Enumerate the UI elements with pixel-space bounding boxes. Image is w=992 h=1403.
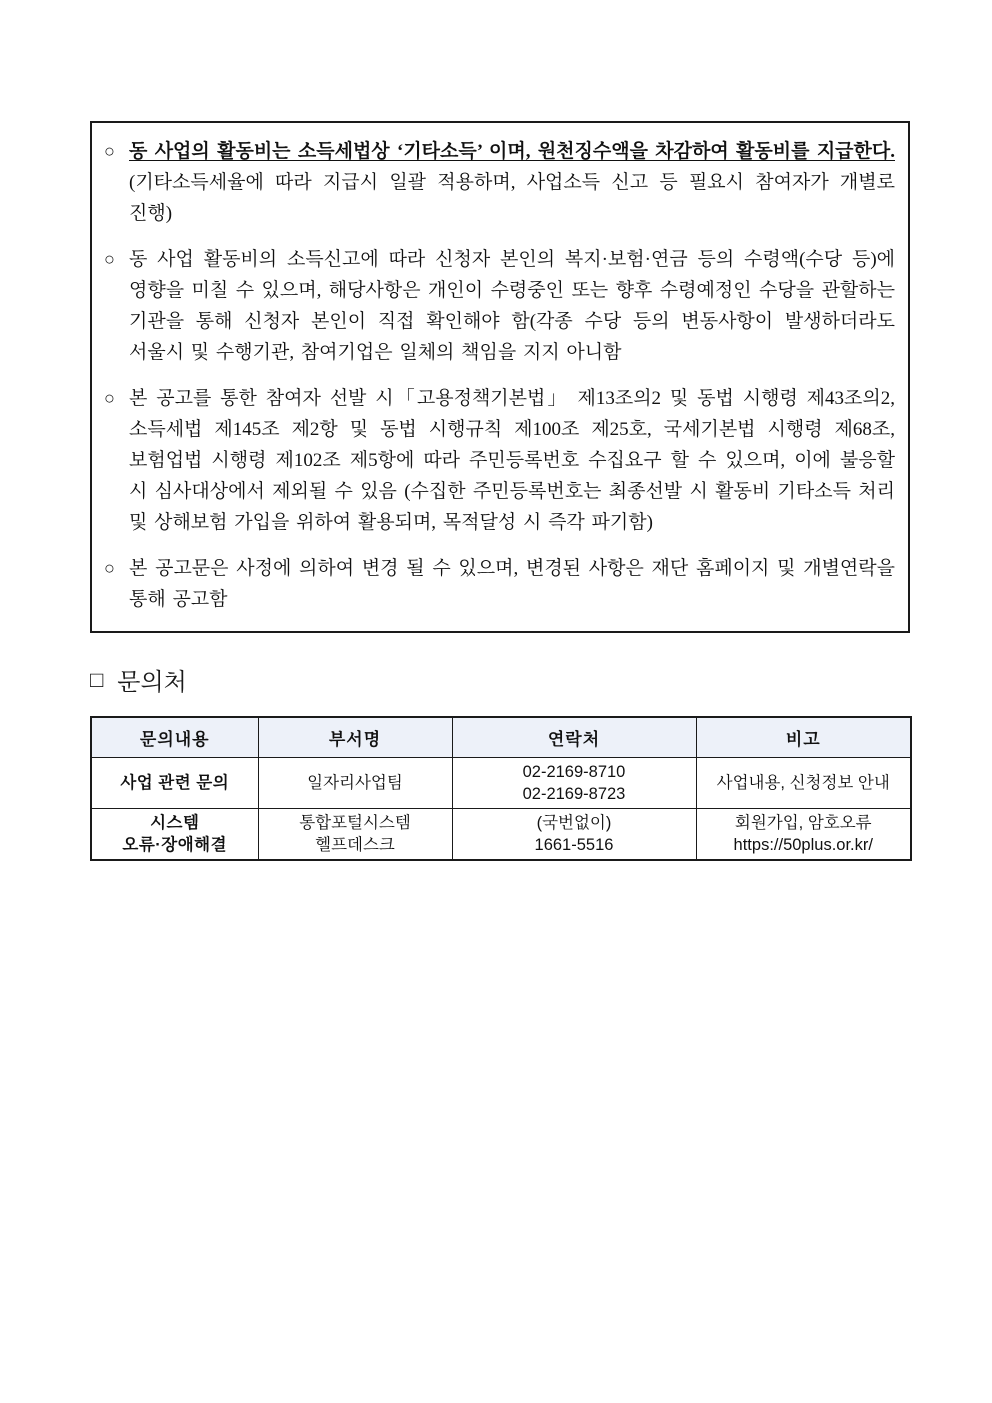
notice-bullet-3 [104, 383, 895, 538]
notice-bullet-4 [104, 553, 895, 615]
table-header-row [91, 717, 911, 757]
circle-bullet-icon: ○ [104, 388, 115, 408]
cell-text: 오류·장애해결 [122, 835, 228, 854]
bullet-text: 본 공고문은 사정에 의하여 변경 될 수 있으며, 변경된 사항은 재단 홈페이지 및 개별연락을 통해 공고함 [129, 558, 895, 610]
notice-box [90, 121, 910, 633]
cell-text: 통합포털시스템 [299, 813, 411, 832]
section-title: 문의처 [117, 669, 187, 696]
cell-note [696, 808, 911, 860]
header-cell-department: 부서명 [258, 717, 452, 757]
phone-number: 02-2169-8723 [522, 784, 626, 803]
bullet-text: 동 사업 활동비의 소득신고에 따라 신청자 본인의 복지·보험·연금 등의 수령액(수당 등)에 영향을 미칠 수 있으며, 해당사항은 개인이 수령중인 또는 향후 수령예정인 수당을 관할하는 기관을 통해 신청자 본인이 직접 확인해야 함(각종 수당 등의 변동사항이 발생하더라도 서울시 및 수행기관, 참여기업은 일체의 책임을 지지 아니함 [129, 249, 895, 363]
header-cell-note: 비고 [696, 717, 911, 757]
cell-inquiry-category [91, 808, 258, 860]
section-heading-contact [90, 662, 910, 697]
header-cell-contact: 연락처 [452, 717, 696, 757]
cell-text: 사업 관련 문의 [120, 773, 230, 792]
bullet-text [129, 136, 895, 229]
notice-bullet-2 [104, 244, 895, 368]
cell-text: (국번없이) [536, 813, 612, 832]
cell-text: 헬프데스크 [315, 835, 395, 854]
header-cell-inquiry: 문의내용 [91, 717, 258, 757]
cell-department [258, 757, 452, 808]
circle-bullet-icon: ○ [104, 558, 115, 578]
phone-number: 02-2169-8710 [522, 762, 626, 781]
bullet-regular-text: (기타소득세율에 따라 지급시 일괄 적용하며, 사업소득 신고 등 필요시 참여자가 개별로 진행) [129, 172, 895, 224]
square-bullet-icon: □ [90, 666, 104, 692]
cell-contact [452, 757, 696, 808]
cell-inquiry-category [91, 757, 258, 808]
table-row [91, 757, 911, 808]
cell-text: 시스템 [150, 813, 200, 832]
bullet-text: 본 공고를 통한 참여자 선발 시「고용정책기본법」 제13조의2 및 동법 시행령 제43조의2, 소득세법 제145조 제2항 및 동법 시행규칙 제100조 제25호, 국세기본법 시행령 제68조, 보험업법 시행령 제102조 제5항에 따라 주민등록번호 수집요구 할 수 있으며, 이에 불응할 시 심사대상에서 제외될 수 있음 (수집한 주민등록번호는 최종선발 시 활동비 기타소득 처리 및 상해보험 가입을 위하여 활용되며, 목적달성 시 즉각 파기함) [129, 388, 895, 533]
cell-text: 회원가입, 암호오류 [734, 813, 872, 832]
cell-text: 일자리사업팀 [307, 773, 403, 792]
cell-text: 사업내용, 신청정보 안내 [716, 773, 890, 792]
circle-bullet-icon: ○ [104, 249, 115, 269]
cell-note [696, 757, 911, 808]
phone-number: 1661-5516 [534, 835, 614, 854]
website-url: https://50plus.or.kr/ [733, 835, 873, 854]
table-row [91, 808, 911, 860]
cell-department [258, 808, 452, 860]
notice-bullet-1 [104, 136, 895, 229]
contact-table [90, 716, 912, 861]
bullet-emphasized-text: 동 사업의 활동비는 소득세법상 ‘기타소득’ 이며, 원천징수액을 차감하여 활동비를 지급한다. [129, 141, 895, 162]
cell-contact [452, 808, 696, 860]
circle-bullet-icon: ○ [104, 141, 115, 161]
